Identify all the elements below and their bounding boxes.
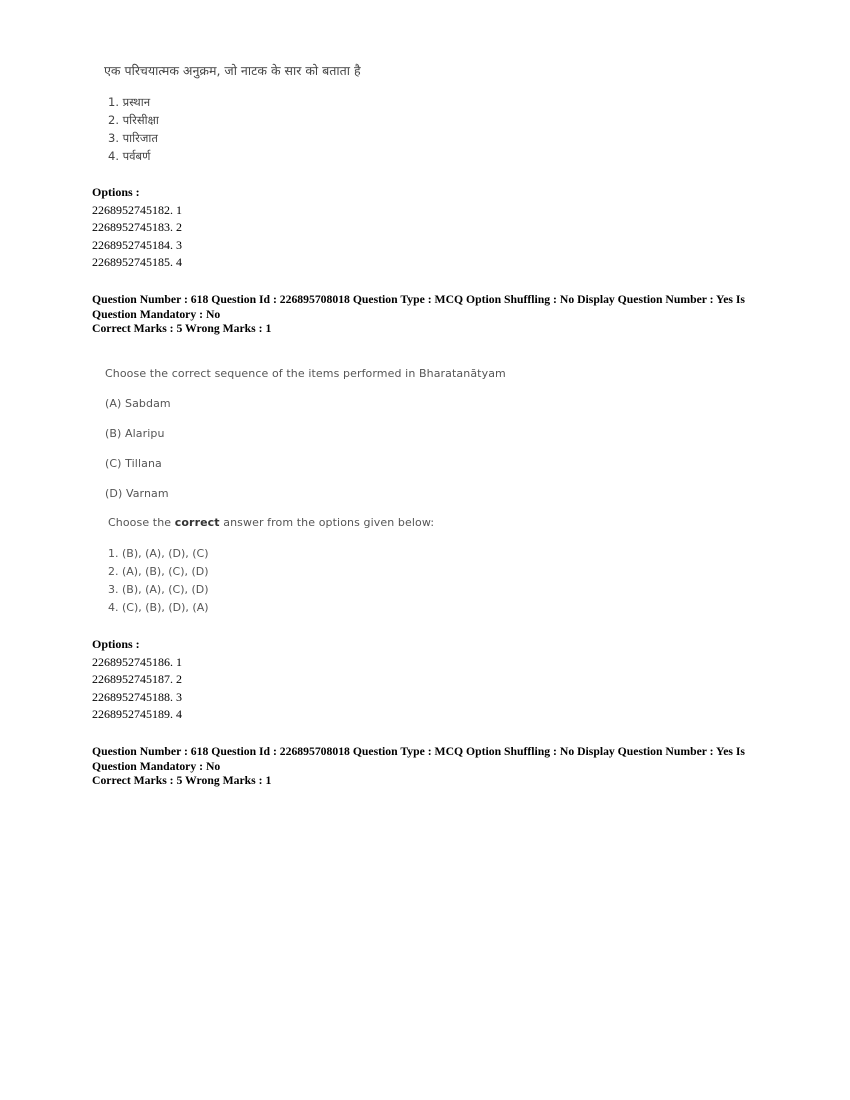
q1-choice-4: 4. पर्वबर्ण — [108, 149, 151, 163]
q3-meta-line1: Question Number : 618 Question Id : 226895708018 Question Type : MCQ Option Shuffling : No Display Question Number : Yes Is — [92, 745, 745, 758]
q2-instruction — [108, 516, 434, 529]
q1-option-4: 2268952745185. 4 — [92, 255, 182, 269]
q2-choice-3: 3. (B), (A), (C), (D) — [108, 583, 209, 596]
q1-option-3: 2268952745184. 3 — [92, 237, 182, 252]
q2-meta-line1: Question Number : 618 Question Id : 226895708018 Question Type : MCQ Option Shuffling : No Display Question Number : Yes Is — [92, 293, 745, 306]
q2-option-2: 2268952745187. 2 — [92, 672, 182, 686]
q2-item-a: (A) Sabdam — [105, 397, 171, 410]
q1-option-1: 2268952745182. 1 — [92, 202, 182, 217]
q1-choices — [108, 93, 159, 165]
q2-choices — [108, 545, 209, 617]
q3-meta-line2: Question Mandatory : No — [92, 759, 221, 773]
q3-meta-line3: Correct Marks : 5 Wrong Marks : 1 — [92, 774, 272, 787]
q2-instruction-after: answer from the options given below: — [219, 516, 435, 529]
q2-item-c: (C) Tillana — [105, 457, 162, 470]
q3-meta — [92, 745, 772, 789]
q2-option-1: 2268952745186. 1 — [92, 654, 182, 669]
q2-option-4: 2268952745189. 4 — [92, 707, 182, 721]
q2-choice-1: 1. (B), (A), (D), (C) — [108, 547, 209, 560]
q1-stem: एक परिचयात्मक अनुक्रम, जो नाटक के सार को बताता है — [104, 63, 361, 78]
q2-instruction-bold: correct — [174, 516, 220, 529]
q1-choice-1: 1. प्रस्थान — [108, 95, 151, 109]
q1-choice-3: 3. पारिजात — [108, 131, 158, 145]
q2-meta-line3: Correct Marks : 5 Wrong Marks : 1 — [92, 322, 272, 335]
q2-stem: Choose the correct sequence of the items performed in Bharatanātyam — [105, 367, 506, 380]
q1-option-2: 2268952745183. 2 — [92, 220, 182, 234]
q1-options-label: Options : — [92, 185, 140, 199]
q1-choice-2: 2. परिसीक्षा — [108, 113, 159, 127]
q2-meta — [92, 293, 772, 337]
q2-item-d: (D) Varnam — [105, 487, 169, 500]
q2-choice-2: 2. (A), (B), (C), (D) — [108, 565, 209, 578]
q2-options — [92, 636, 182, 724]
q2-option-3: 2268952745188. 3 — [92, 689, 182, 704]
q2-instruction-before: Choose the — [108, 516, 175, 529]
q2-item-b: (B) Alaripu — [105, 427, 165, 440]
q2-options-label: Options : — [92, 637, 140, 651]
q2-choice-4: 4. (C), (B), (D), (A) — [108, 601, 209, 614]
q2-meta-line2: Question Mandatory : No — [92, 307, 221, 321]
q1-options — [92, 184, 182, 272]
